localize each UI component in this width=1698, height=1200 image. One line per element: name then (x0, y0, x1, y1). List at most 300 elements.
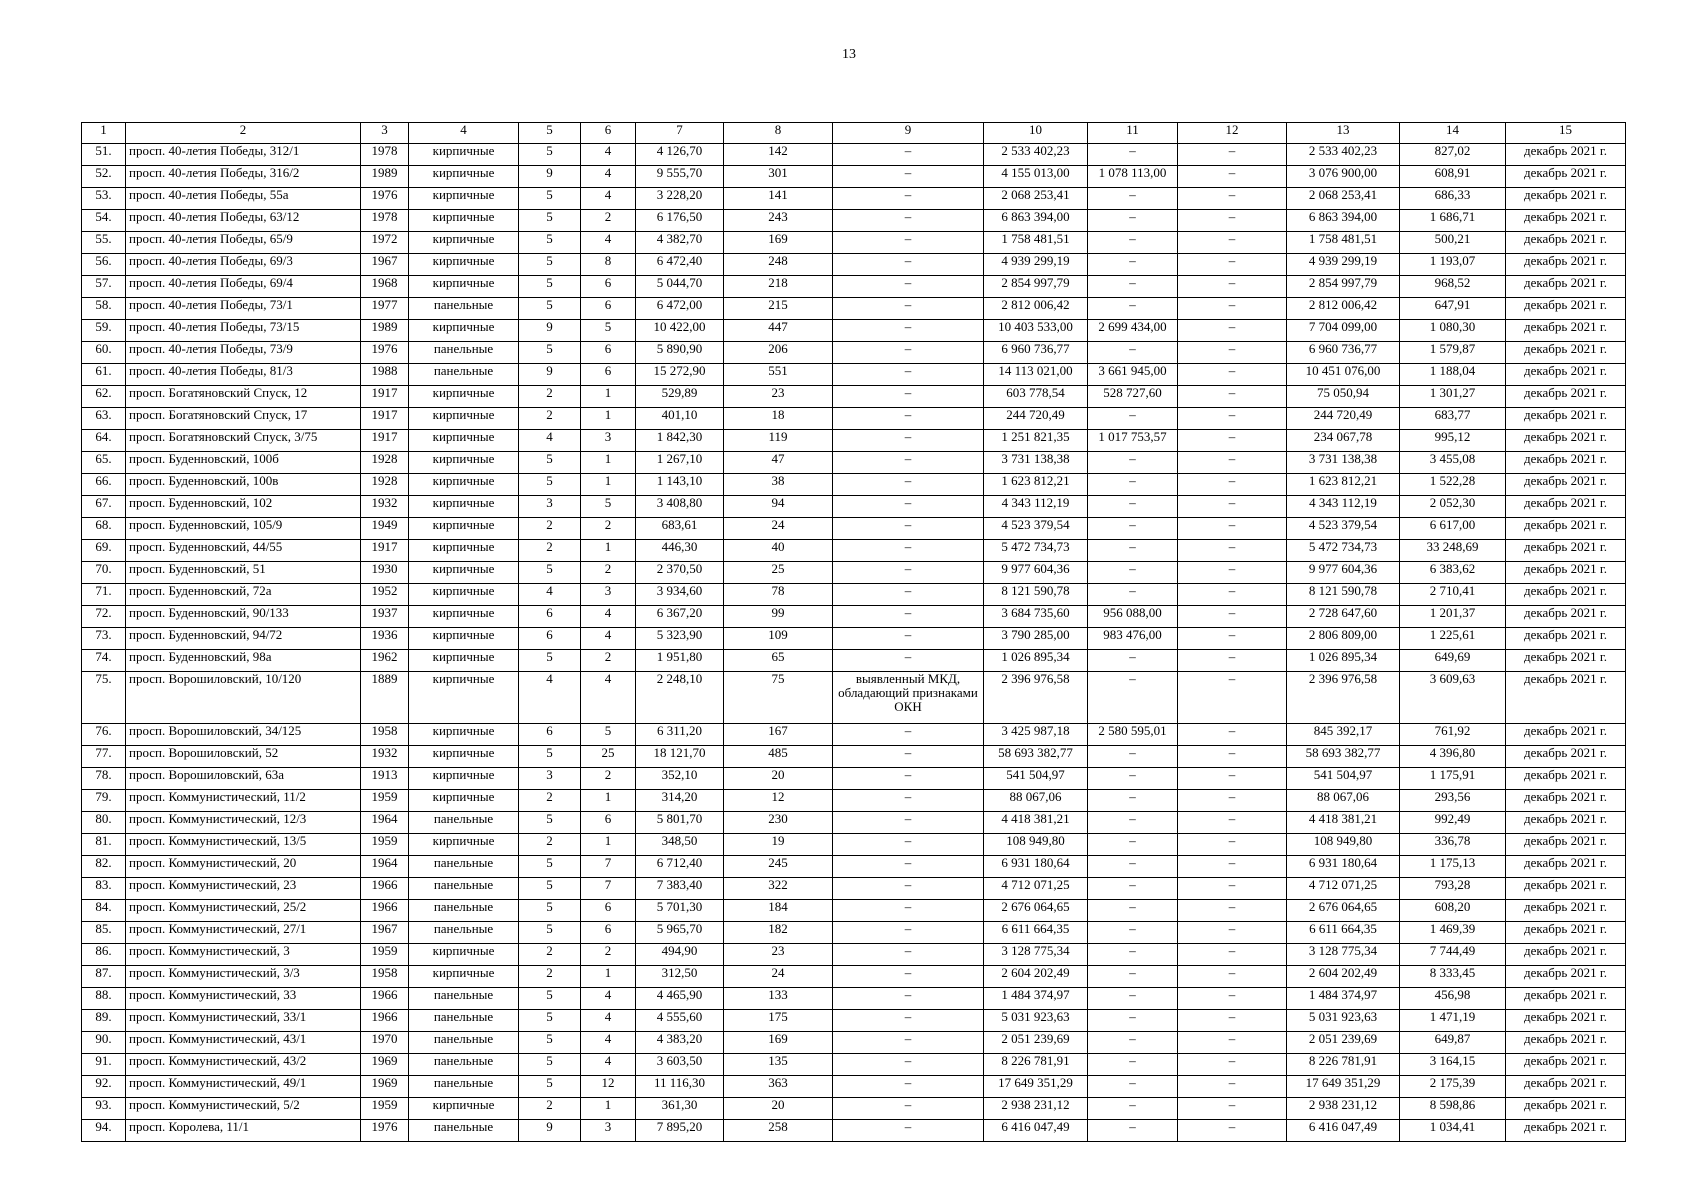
cell-total-cost: 8 121 590,78 (984, 584, 1088, 606)
cell-wall-material: кирпичные (409, 834, 519, 856)
cell-cost-13: 244 720,49 (1287, 408, 1400, 430)
cell-cost-12: – (1178, 812, 1287, 834)
cell-wall-material: панельные (409, 878, 519, 900)
cell-cost-11: – (1088, 878, 1178, 900)
cell-residents: 243 (724, 210, 833, 232)
cell-cost-per-unit: 3 609,63 (1400, 672, 1506, 724)
cell-note: – (833, 1098, 984, 1120)
cell-area: 361,30 (636, 1098, 724, 1120)
cell-cost-13: 1 623 812,21 (1287, 474, 1400, 496)
cell-area: 314,20 (636, 790, 724, 812)
table-row (82, 188, 1626, 210)
cell-num: 72. (82, 606, 126, 628)
cell-entrances: 4 (581, 988, 636, 1010)
cell-address: просп. Богатяновский Спуск, 12 (126, 386, 361, 408)
cell-floors: 5 (519, 452, 581, 474)
cell-floors: 5 (519, 746, 581, 768)
cell-num: 76. (82, 724, 126, 746)
cell-deadline: декабрь 2021 г. (1506, 768, 1626, 790)
cell-entrances: 25 (581, 746, 636, 768)
cell-floors: 5 (519, 1032, 581, 1054)
cell-area: 348,50 (636, 834, 724, 856)
cell-num: 64. (82, 430, 126, 452)
cell-cost-12: – (1178, 166, 1287, 188)
cell-num: 67. (82, 496, 126, 518)
cell-note: – (833, 768, 984, 790)
cell-cost-per-unit: 647,91 (1400, 298, 1506, 320)
cell-cost-12: – (1178, 922, 1287, 944)
cell-address: просп. Коммунистический, 25/2 (126, 900, 361, 922)
cell-floors: 2 (519, 944, 581, 966)
cell-cost-12: – (1178, 834, 1287, 856)
cell-cost-per-unit: 827,02 (1400, 144, 1506, 166)
cell-cost-13: 9 977 604,36 (1287, 562, 1400, 584)
cell-wall-material: кирпичные (409, 724, 519, 746)
cell-note: – (833, 834, 984, 856)
cell-num: 78. (82, 768, 126, 790)
table-row (82, 144, 1626, 166)
cell-entrances: 6 (581, 298, 636, 320)
cell-cost-11: – (1088, 1010, 1178, 1032)
cell-note: – (833, 518, 984, 540)
cell-area: 5 701,30 (636, 900, 724, 922)
cell-total-cost: 1 758 481,51 (984, 232, 1088, 254)
cell-deadline: декабрь 2021 г. (1506, 254, 1626, 276)
cell-year: 1969 (361, 1054, 409, 1076)
cell-year: 1932 (361, 746, 409, 768)
cell-deadline: декабрь 2021 г. (1506, 724, 1626, 746)
cell-address: просп. Буденновский, 90/133 (126, 606, 361, 628)
cell-num: 71. (82, 584, 126, 606)
cell-residents: 169 (724, 232, 833, 254)
cell-note: – (833, 540, 984, 562)
cell-address: просп. Коммунистический, 5/2 (126, 1098, 361, 1120)
cell-total-cost: 17 649 351,29 (984, 1076, 1088, 1098)
cell-area: 5 323,90 (636, 628, 724, 650)
cell-total-cost: 1 623 812,21 (984, 474, 1088, 496)
cell-address: просп. 40-летия Победы, 316/2 (126, 166, 361, 188)
cell-floors: 5 (519, 900, 581, 922)
cell-total-cost: 541 504,97 (984, 768, 1088, 790)
cell-area: 5 965,70 (636, 922, 724, 944)
cell-year: 1964 (361, 812, 409, 834)
cell-deadline: декабрь 2021 г. (1506, 276, 1626, 298)
cell-cost-12: – (1178, 878, 1287, 900)
cell-residents: 218 (724, 276, 833, 298)
cell-num: 51. (82, 144, 126, 166)
cell-entrances: 1 (581, 452, 636, 474)
cell-year: 1949 (361, 518, 409, 540)
cell-cost-per-unit: 683,77 (1400, 408, 1506, 430)
cell-wall-material: панельные (409, 1120, 519, 1142)
table-row (82, 790, 1626, 812)
cell-note: – (833, 944, 984, 966)
cell-wall-material: кирпичные (409, 540, 519, 562)
cell-residents: 23 (724, 944, 833, 966)
cell-cost-per-unit: 1 175,91 (1400, 768, 1506, 790)
cell-entrances: 1 (581, 386, 636, 408)
table-row (82, 900, 1626, 922)
cell-cost-13: 3 731 138,38 (1287, 452, 1400, 474)
cell-cost-11: 983 476,00 (1088, 628, 1178, 650)
cell-cost-per-unit: 686,33 (1400, 188, 1506, 210)
cell-cost-13: 5 472 734,73 (1287, 540, 1400, 562)
cell-wall-material: панельные (409, 1076, 519, 1098)
cell-cost-12: – (1178, 1010, 1287, 1032)
cell-note: – (833, 966, 984, 988)
cell-note: – (833, 474, 984, 496)
cell-area: 494,90 (636, 944, 724, 966)
cell-cost-13: 541 504,97 (1287, 768, 1400, 790)
cell-deadline: декабрь 2021 г. (1506, 746, 1626, 768)
cell-year: 1913 (361, 768, 409, 790)
cell-note: – (833, 1076, 984, 1098)
cell-cost-per-unit: 1 579,87 (1400, 342, 1506, 364)
table-row (82, 408, 1626, 430)
cell-floors: 4 (519, 430, 581, 452)
cell-year: 1958 (361, 724, 409, 746)
cell-deadline: декабрь 2021 г. (1506, 584, 1626, 606)
cell-entrances: 4 (581, 1032, 636, 1054)
cell-cost-12: – (1178, 790, 1287, 812)
cell-address: просп. Буденновский, 105/9 (126, 518, 361, 540)
cell-residents: 38 (724, 474, 833, 496)
cell-area: 3 228,20 (636, 188, 724, 210)
table-row (82, 584, 1626, 606)
cell-cost-12: – (1178, 430, 1287, 452)
cell-cost-11: 956 088,00 (1088, 606, 1178, 628)
cell-cost-11: – (1088, 276, 1178, 298)
cell-floors: 2 (519, 966, 581, 988)
cell-entrances: 5 (581, 320, 636, 342)
cell-year: 1928 (361, 452, 409, 474)
cell-num: 89. (82, 1010, 126, 1032)
cell-entrances: 1 (581, 408, 636, 430)
cell-entrances: 4 (581, 1010, 636, 1032)
cell-wall-material: кирпичные (409, 746, 519, 768)
cell-deadline: декабрь 2021 г. (1506, 386, 1626, 408)
cell-area: 5 801,70 (636, 812, 724, 834)
cell-cost-12: – (1178, 320, 1287, 342)
cell-cost-12: – (1178, 746, 1287, 768)
column-number: 1 (82, 123, 126, 144)
cell-address: просп. Коммунистический, 33/1 (126, 1010, 361, 1032)
cell-wall-material: кирпичные (409, 966, 519, 988)
column-number: 2 (126, 123, 361, 144)
cell-cost-13: 1 758 481,51 (1287, 232, 1400, 254)
cell-address: просп. Коммунистический, 49/1 (126, 1076, 361, 1098)
cell-deadline: декабрь 2021 г. (1506, 1098, 1626, 1120)
cell-cost-13: 2 604 202,49 (1287, 966, 1400, 988)
cell-cost-12: – (1178, 650, 1287, 672)
table-row (82, 430, 1626, 452)
cell-entrances: 4 (581, 144, 636, 166)
cell-note: – (833, 386, 984, 408)
cell-cost-11: – (1088, 144, 1178, 166)
cell-entrances: 6 (581, 900, 636, 922)
cell-year: 1958 (361, 966, 409, 988)
cell-total-cost: 2 604 202,49 (984, 966, 1088, 988)
cell-entrances: 4 (581, 166, 636, 188)
cell-floors: 6 (519, 724, 581, 746)
cell-cost-11: – (1088, 922, 1178, 944)
cell-entrances: 6 (581, 276, 636, 298)
cell-year: 1917 (361, 430, 409, 452)
cell-year: 1952 (361, 584, 409, 606)
table-row (82, 210, 1626, 232)
cell-entrances: 6 (581, 342, 636, 364)
cell-year: 1966 (361, 900, 409, 922)
cell-area: 401,10 (636, 408, 724, 430)
cell-floors: 2 (519, 386, 581, 408)
cell-address: просп. 40-летия Победы, 69/4 (126, 276, 361, 298)
cell-cost-13: 2 854 997,79 (1287, 276, 1400, 298)
cell-cost-per-unit: 3 455,08 (1400, 452, 1506, 474)
cell-total-cost: 244 720,49 (984, 408, 1088, 430)
cell-cost-12: – (1178, 856, 1287, 878)
cell-cost-12: – (1178, 452, 1287, 474)
cell-note: – (833, 650, 984, 672)
cell-cost-12: – (1178, 518, 1287, 540)
cell-cost-11: – (1088, 1098, 1178, 1120)
cell-cost-13: 1 484 374,97 (1287, 988, 1400, 1010)
cell-cost-per-unit: 1 471,19 (1400, 1010, 1506, 1032)
cell-num: 85. (82, 922, 126, 944)
cell-note: – (833, 900, 984, 922)
cell-year: 1978 (361, 144, 409, 166)
cell-cost-13: 4 939 299,19 (1287, 254, 1400, 276)
cell-cost-12: – (1178, 342, 1287, 364)
cell-wall-material: панельные (409, 988, 519, 1010)
cell-cost-11: – (1088, 790, 1178, 812)
cell-cost-13: 2 396 976,58 (1287, 672, 1400, 724)
cell-cost-12: – (1178, 386, 1287, 408)
cell-note: – (833, 1120, 984, 1142)
cell-entrances: 3 (581, 430, 636, 452)
cell-total-cost: 9 977 604,36 (984, 562, 1088, 584)
cell-area: 3 603,50 (636, 1054, 724, 1076)
cell-cost-11: – (1088, 944, 1178, 966)
cell-area: 6 311,20 (636, 724, 724, 746)
cell-residents: 215 (724, 298, 833, 320)
cell-year: 1976 (361, 188, 409, 210)
cell-cost-13: 4 523 379,54 (1287, 518, 1400, 540)
cell-wall-material: кирпичные (409, 790, 519, 812)
cell-note: – (833, 1032, 984, 1054)
cell-entrances: 1 (581, 540, 636, 562)
cell-floors: 2 (519, 518, 581, 540)
cell-cost-12: – (1178, 1054, 1287, 1076)
cell-total-cost: 1 251 821,35 (984, 430, 1088, 452)
cell-cost-per-unit: 649,87 (1400, 1032, 1506, 1054)
cell-cost-12: – (1178, 988, 1287, 1010)
cell-wall-material: кирпичные (409, 232, 519, 254)
table-row (82, 768, 1626, 790)
cell-residents: 301 (724, 166, 833, 188)
cell-cost-13: 4 418 381,21 (1287, 812, 1400, 834)
cell-floors: 5 (519, 1010, 581, 1032)
cell-total-cost: 6 416 047,49 (984, 1120, 1088, 1142)
cell-floors: 5 (519, 210, 581, 232)
cell-num: 91. (82, 1054, 126, 1076)
cell-deadline: декабрь 2021 г. (1506, 988, 1626, 1010)
cell-address: просп. Коммунистический, 3 (126, 944, 361, 966)
cell-area: 1 267,10 (636, 452, 724, 474)
cell-cost-12: – (1178, 724, 1287, 746)
cell-wall-material: кирпичные (409, 584, 519, 606)
cell-cost-per-unit: 1 201,37 (1400, 606, 1506, 628)
cell-area: 6 367,20 (636, 606, 724, 628)
cell-residents: 184 (724, 900, 833, 922)
cell-deadline: декабрь 2021 г. (1506, 878, 1626, 900)
cell-floors: 3 (519, 496, 581, 518)
cell-address: просп. Буденновский, 102 (126, 496, 361, 518)
cell-num: 81. (82, 834, 126, 856)
table-row (82, 320, 1626, 342)
cell-floors: 5 (519, 922, 581, 944)
table-row (82, 364, 1626, 386)
cell-cost-per-unit: 2 052,30 (1400, 496, 1506, 518)
cell-cost-13: 845 392,17 (1287, 724, 1400, 746)
cell-area: 312,50 (636, 966, 724, 988)
cell-cost-11: – (1088, 210, 1178, 232)
column-number: 15 (1506, 123, 1626, 144)
cell-year: 1917 (361, 408, 409, 430)
cell-residents: 322 (724, 878, 833, 900)
cell-area: 6 712,40 (636, 856, 724, 878)
cell-note: – (833, 606, 984, 628)
cell-total-cost: 10 403 533,00 (984, 320, 1088, 342)
cell-deadline: декабрь 2021 г. (1506, 320, 1626, 342)
cell-cost-per-unit: 8 333,45 (1400, 966, 1506, 988)
cell-cost-12: – (1178, 188, 1287, 210)
cell-entrances: 2 (581, 210, 636, 232)
column-number-row (82, 123, 1626, 144)
cell-residents: 23 (724, 386, 833, 408)
cell-num: 74. (82, 650, 126, 672)
cell-entrances: 1 (581, 966, 636, 988)
cell-residents: 142 (724, 144, 833, 166)
cell-num: 57. (82, 276, 126, 298)
cell-year: 1889 (361, 672, 409, 724)
cell-cost-11: 1 017 753,57 (1088, 430, 1178, 452)
cell-cost-11: – (1088, 342, 1178, 364)
column-number: 12 (1178, 123, 1287, 144)
cell-floors: 5 (519, 562, 581, 584)
cell-address: просп. Богатяновский Спуск, 17 (126, 408, 361, 430)
cell-cost-13: 7 704 099,00 (1287, 320, 1400, 342)
cell-address: просп. Буденновский, 100в (126, 474, 361, 496)
cell-address: просп. Коммунистический, 3/3 (126, 966, 361, 988)
cell-deadline: декабрь 2021 г. (1506, 834, 1626, 856)
cell-wall-material: кирпичные (409, 606, 519, 628)
cell-area: 683,61 (636, 518, 724, 540)
cell-deadline: декабрь 2021 г. (1506, 1032, 1626, 1054)
cell-wall-material: кирпичные (409, 408, 519, 430)
page-number: 13 (842, 47, 856, 62)
cell-note: выявленный МКД, обладающий признаками ОКН (833, 672, 984, 724)
cell-floors: 9 (519, 1120, 581, 1142)
cell-floors: 2 (519, 408, 581, 430)
cell-residents: 40 (724, 540, 833, 562)
cell-residents: 20 (724, 1098, 833, 1120)
cell-entrances: 2 (581, 562, 636, 584)
cell-address: просп. Коммунистический, 11/2 (126, 790, 361, 812)
cell-entrances: 6 (581, 922, 636, 944)
cell-wall-material: кирпичные (409, 188, 519, 210)
cell-cost-13: 2 728 647,60 (1287, 606, 1400, 628)
cell-total-cost: 6 863 394,00 (984, 210, 1088, 232)
cell-cost-per-unit: 500,21 (1400, 232, 1506, 254)
table-body (82, 123, 1626, 1142)
cell-floors: 6 (519, 606, 581, 628)
table-row (82, 540, 1626, 562)
cell-floors: 5 (519, 474, 581, 496)
cell-deadline: декабрь 2021 г. (1506, 672, 1626, 724)
cell-year: 1959 (361, 1098, 409, 1120)
cell-cost-13: 3 128 775,34 (1287, 944, 1400, 966)
cell-wall-material: кирпичные (409, 650, 519, 672)
cell-cost-13: 6 416 047,49 (1287, 1120, 1400, 1142)
cell-cost-12: – (1178, 1032, 1287, 1054)
table-row (82, 672, 1626, 724)
cell-residents: 12 (724, 790, 833, 812)
cell-cost-11: – (1088, 856, 1178, 878)
cell-cost-12: – (1178, 900, 1287, 922)
cell-cost-13: 234 067,78 (1287, 430, 1400, 452)
cell-residents: 78 (724, 584, 833, 606)
cell-area: 4 465,90 (636, 988, 724, 1010)
cell-cost-per-unit: 6 383,62 (1400, 562, 1506, 584)
cell-residents: 248 (724, 254, 833, 276)
cell-address: просп. Коммунистический, 43/1 (126, 1032, 361, 1054)
cell-cost-11: – (1088, 188, 1178, 210)
column-number: 14 (1400, 123, 1506, 144)
cell-floors: 2 (519, 540, 581, 562)
cell-cost-12: – (1178, 944, 1287, 966)
cell-address: просп. Буденновский, 51 (126, 562, 361, 584)
cell-cost-11: – (1088, 1054, 1178, 1076)
cell-year: 1959 (361, 834, 409, 856)
cell-num: 82. (82, 856, 126, 878)
cell-area: 7 895,20 (636, 1120, 724, 1142)
cell-address: просп. Буденновский, 94/72 (126, 628, 361, 650)
cell-wall-material: панельные (409, 1032, 519, 1054)
cell-area: 3 408,80 (636, 496, 724, 518)
cell-residents: 175 (724, 1010, 833, 1032)
cell-entrances: 3 (581, 1120, 636, 1142)
cell-wall-material: панельные (409, 812, 519, 834)
cell-total-cost: 14 113 021,00 (984, 364, 1088, 386)
cell-deadline: декабрь 2021 г. (1506, 518, 1626, 540)
column-number: 13 (1287, 123, 1400, 144)
cell-floors: 2 (519, 790, 581, 812)
cell-note: – (833, 254, 984, 276)
cell-cost-12: – (1178, 1098, 1287, 1120)
cell-cost-11: – (1088, 540, 1178, 562)
cell-num: 60. (82, 342, 126, 364)
cell-cost-11: – (1088, 232, 1178, 254)
cell-cost-13: 2 806 809,00 (1287, 628, 1400, 650)
cell-cost-11: – (1088, 1032, 1178, 1054)
cell-total-cost: 4 712 071,25 (984, 878, 1088, 900)
cell-note: – (833, 342, 984, 364)
cell-total-cost: 2 938 231,12 (984, 1098, 1088, 1120)
cell-deadline: декабрь 2021 г. (1506, 944, 1626, 966)
cell-cost-12: – (1178, 144, 1287, 166)
cell-floors: 2 (519, 1098, 581, 1120)
cell-deadline: декабрь 2021 г. (1506, 900, 1626, 922)
